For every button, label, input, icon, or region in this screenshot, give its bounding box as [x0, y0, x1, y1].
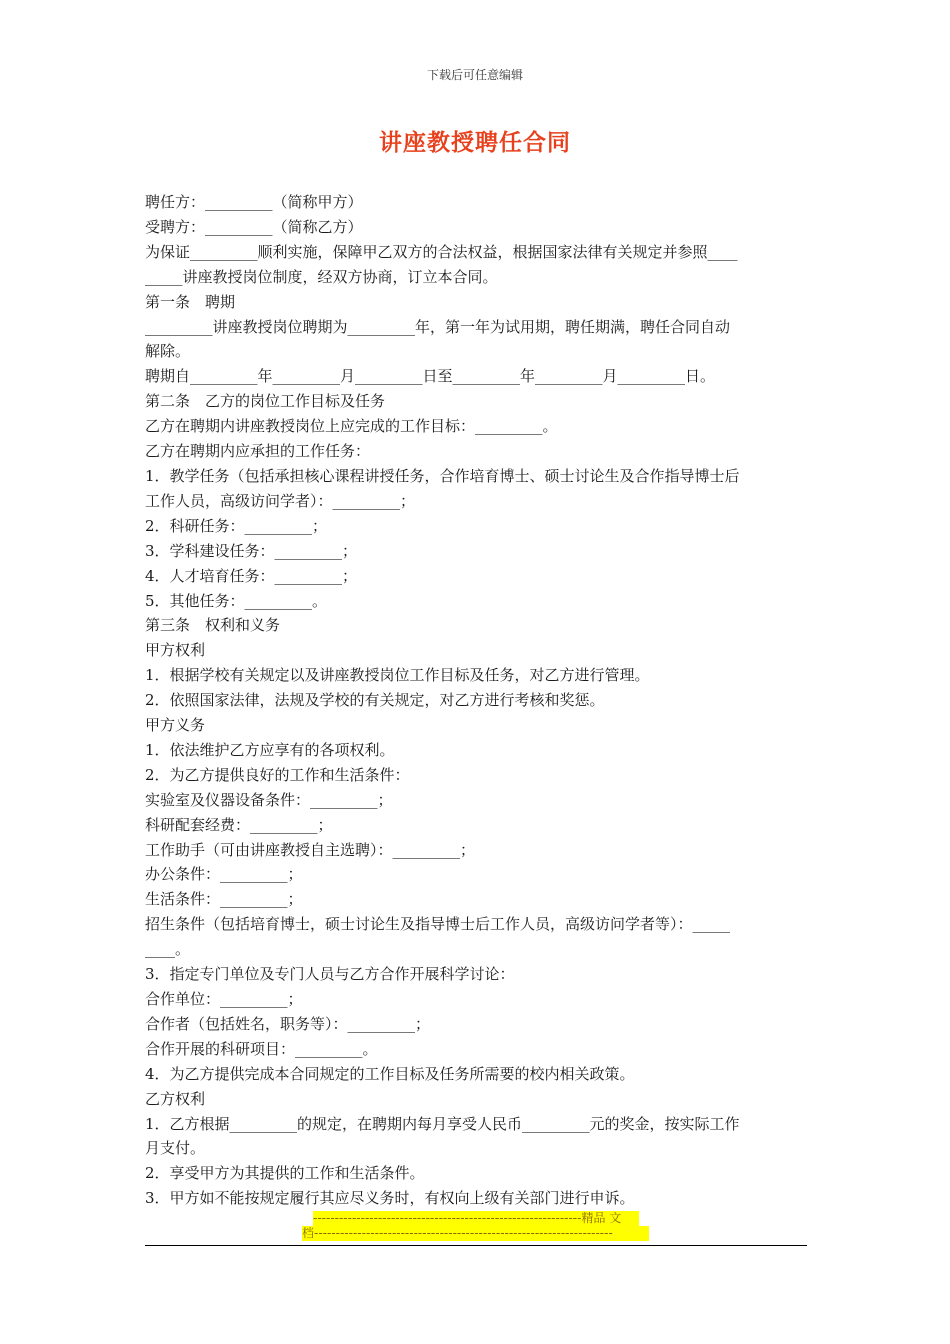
- subsection-heading: 甲方权利: [145, 641, 206, 660]
- text-line: 工作助手（可由讲座教授自主选聘）：_________；: [145, 840, 476, 859]
- subsection-heading: 乙方权利: [145, 1089, 206, 1108]
- text-line: _____讲座教授岗位制度，经双方协商，订立本合同。: [145, 267, 498, 286]
- list-item: 2．依照国家法律，法规及学校的有关规定，对乙方进行考核和奖惩。: [145, 691, 605, 710]
- section-heading: 第三条 权利和义务: [145, 616, 281, 635]
- list-item: 1．依法维护乙方应享有的各项权利。: [145, 740, 395, 759]
- list-item: 4．人才培育任务：_________；: [145, 566, 358, 585]
- text-line: 月支付。: [145, 1139, 206, 1158]
- text-line: 聘任方：_________（简称甲方）: [145, 193, 363, 211]
- text-line: 受聘方：_________（简称乙方）: [145, 217, 363, 236]
- text-line: 办公条件：_________；: [145, 865, 303, 884]
- text-line: 解除。: [145, 342, 191, 361]
- list-item: 3．学科建设任务：_________；: [145, 541, 358, 560]
- text-line: 合作单位：_________；: [145, 990, 303, 1008]
- list-item: 1．乙方根据_________的规定，在聘期内每月享受人民币_________元的奖金，按实际工作: [145, 1114, 740, 1133]
- page-footer: [145, 1211, 807, 1246]
- list-item: 3．甲方如不能按规定履行其应尽义务时，有权向上级有关部门进行申诉。: [145, 1189, 635, 1208]
- text-line: 招生条件（包括培育博士，硕士讨论生及指导博士后工作人员，高级访问学者等）：_____: [145, 915, 731, 934]
- text-line: ____。: [145, 940, 191, 959]
- list-item: 1．教学任务（包括承担核心课程讲授任务，合作培育博士、硕士讨论生及合作指导博士后: [145, 466, 740, 485]
- text-line: 工作人员，高级访问学者）：_________；: [145, 491, 416, 510]
- text-line: 合作开展的科研项目：_________。: [145, 1039, 378, 1058]
- list-item: 3．指定专门单位及专门人员与乙方合作开展科学讨论：: [145, 965, 515, 984]
- list-item: 5．其他任务：_________。: [145, 591, 328, 610]
- list-item: 2．为乙方提供良好的工作和生活条件：: [145, 765, 410, 784]
- text-line: 聘期自_________年_________月_________日至_________年_________月_________日。: [145, 367, 716, 386]
- list-item: 4．为乙方提供完成本合同规定的工作目标及任务所需要的校内相关政策。: [145, 1064, 635, 1083]
- text-line: 乙方在聘期内应承担的工作任务：: [145, 442, 371, 461]
- section-heading: 第一条 聘期: [145, 292, 236, 311]
- footer-highlight-line: --------------------------------------------------------------精品 文: [313, 1211, 639, 1226]
- text-line: 为保证_________顺利实施，保障甲乙双方的合法权益，根据国家法律有关规定并参照____: [145, 242, 738, 261]
- footer-divider: [145, 1245, 807, 1246]
- list-item: 2．享受甲方为其提供的工作和生活条件。: [145, 1164, 425, 1183]
- subsection-heading: 甲方义务: [145, 716, 206, 735]
- text-line: 合作者（包括姓名，职务等）：_________；: [145, 1014, 431, 1033]
- document-title: 讲座教授聘任合同: [379, 130, 571, 156]
- text-line: 科研配套经费：_________；: [145, 815, 333, 834]
- text-line: 实验室及仪器设备条件：_________；: [145, 790, 393, 809]
- text-line: _________讲座教授岗位聘期为_________年，第一年为试用期，聘任期满，聘任合同自动: [145, 317, 731, 336]
- text-line: 生活条件：_________；: [145, 890, 303, 909]
- footer-highlight-line: 档---------------------------------------------------------------------: [302, 1226, 649, 1241]
- section-heading: 第二条 乙方的岗位工作目标及任务: [145, 392, 386, 411]
- text-line: 乙方在聘期内讲座教授岗位上应完成的工作目标：_________。: [145, 417, 558, 436]
- contract-body: [145, 190, 807, 1211]
- list-item: 2．科研任务：_________；: [145, 516, 328, 535]
- header-note: 下载后可任意编辑: [426, 68, 523, 82]
- list-item: 1．根据学校有关规定以及讲座教授岗位工作目标及任务，对乙方进行管理。: [145, 666, 650, 685]
